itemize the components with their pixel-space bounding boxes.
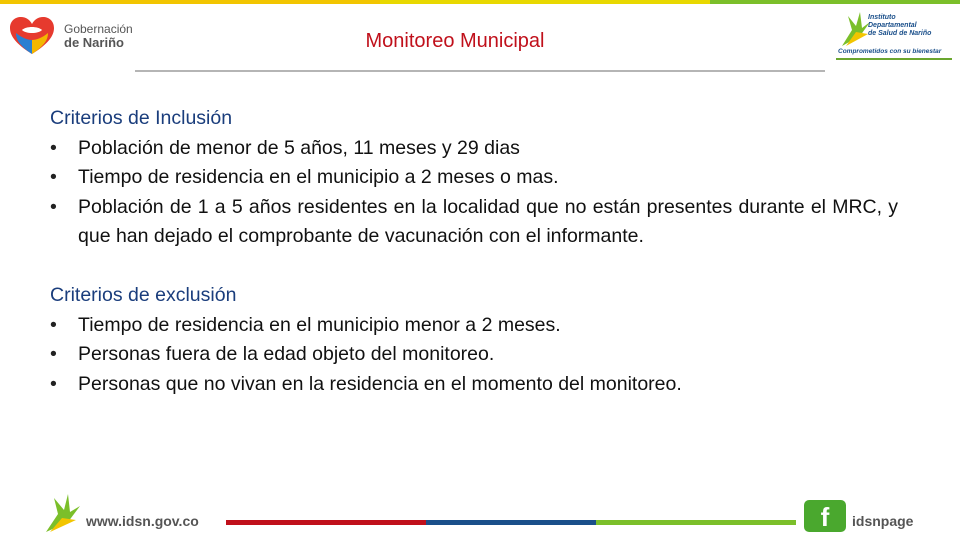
gobernacion-logo	[8, 16, 158, 56]
exclusion-item-1: Tiempo de residencia en el municipio menor a 2 meses.	[78, 313, 561, 336]
list-item	[50, 340, 898, 370]
heart-logo-icon	[8, 16, 56, 56]
list-item	[50, 134, 898, 164]
gobernacion-line1: Gobernación	[64, 22, 133, 36]
inclusion-heading: Criterios de Inclusión	[50, 107, 233, 129]
institute-line2: Departamental	[868, 22, 917, 29]
bullet-marker: •	[50, 313, 57, 336]
list-item	[50, 193, 898, 252]
institute-leaf-icon	[42, 494, 82, 534]
social-handle[interactable]: idsnpage	[852, 513, 914, 529]
exclusion-item-2: Personas fuera de la edad objeto del monitoreo.	[78, 343, 495, 365]
bullet-marker: •	[50, 372, 57, 395]
list-item	[50, 163, 898, 193]
inclusion-item-2: Tiempo de residencia en el municipio a 2 meses o mas.	[78, 166, 559, 188]
list-item	[50, 311, 898, 341]
criteria-content	[50, 104, 898, 399]
institute-leaf-icon	[838, 10, 872, 48]
gobernacion-line2: de Nariño	[64, 35, 124, 50]
exclusion-heading: Criterios de exclusión	[50, 284, 237, 306]
bullet-marker: •	[50, 195, 57, 218]
institute-tagline: Comprometidos con su bienestar	[838, 48, 942, 55]
title-divider	[135, 70, 825, 72]
institute-logo	[832, 8, 952, 60]
inclusion-item-1: Población de menor de 5 años, 11 meses y 29 dias	[78, 136, 520, 159]
bullet-marker: •	[50, 343, 57, 365]
footer-color-bar	[226, 520, 796, 525]
bullet-marker: •	[50, 166, 57, 188]
inclusion-item-3: Población de 1 a 5 años residentes en la localidad que no están presentes durante el MRC, y que han dejado el comprobante de vacunación con el informante.	[78, 195, 898, 247]
institute-line1: Instituto	[868, 14, 896, 21]
exclusion-item-3: Personas que no vivan en la residencia en el momento del monitoreo.	[78, 372, 682, 395]
list-item	[50, 370, 898, 400]
institute-line3: de Salud de Nariño	[868, 30, 932, 37]
website-link[interactable]: www.idsn.gov.co	[86, 513, 199, 529]
bullet-marker: •	[50, 136, 57, 159]
top-color-strip	[0, 0, 960, 4]
page-title: Monitoreo Municipal	[365, 30, 545, 52]
institute-underline	[836, 58, 952, 60]
facebook-icon[interactable]: f	[804, 500, 846, 532]
